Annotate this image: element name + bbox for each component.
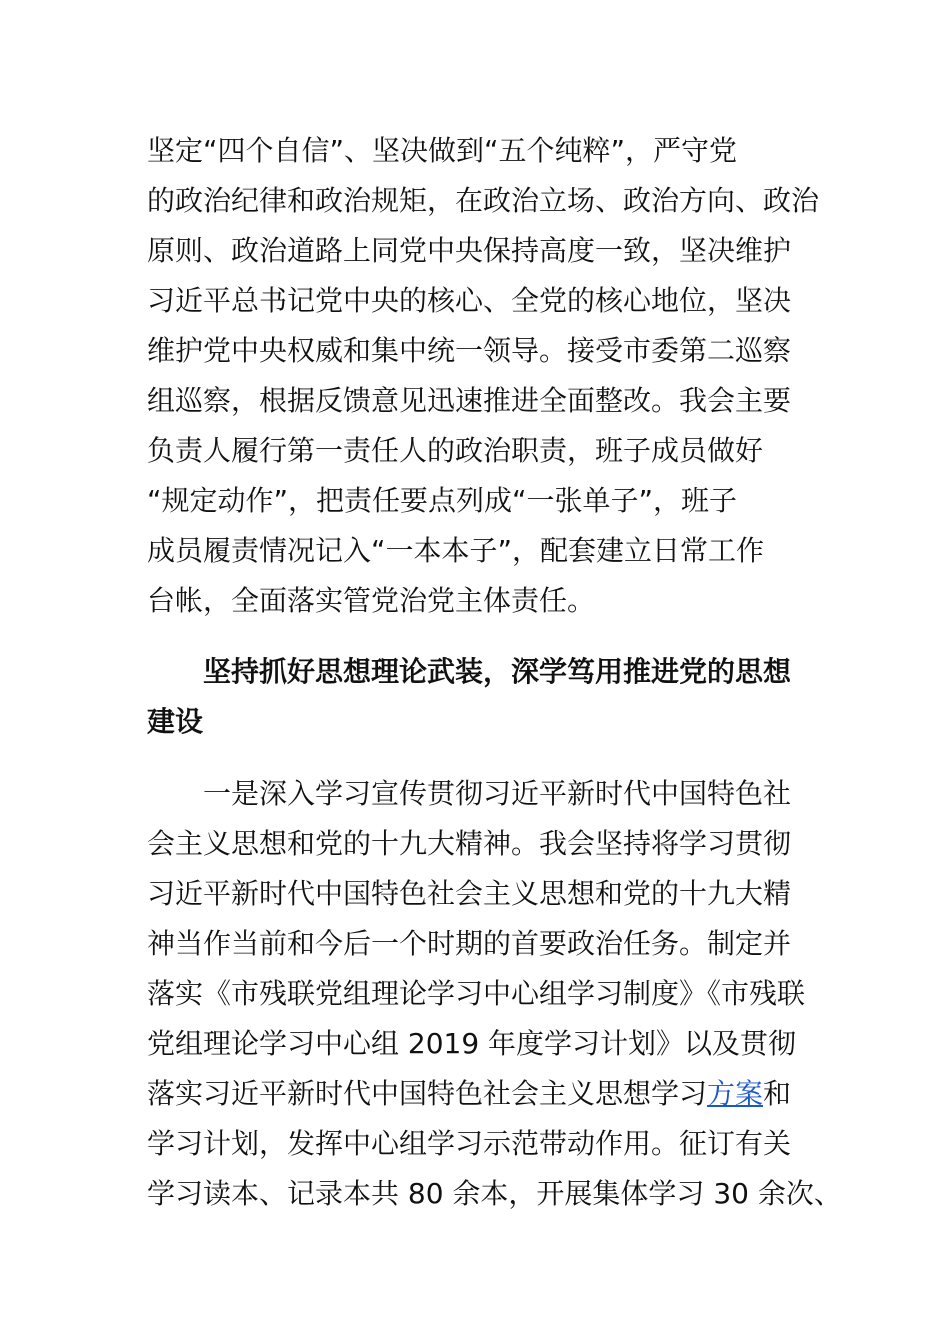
text-line: 习近平新时代中国特色社会主义思想和党的十九大精 [147, 877, 792, 910]
text-line: 会主义思想和党的十九大精神。我会坚持将学习贯彻 [147, 827, 792, 860]
text-line: 组巡察，根据反馈意见迅速推进全面整改。我会主要 [147, 384, 792, 417]
text-line: 学习计划，发挥中心组学习示范带动作用。征订有关 [147, 1127, 792, 1160]
text-line: 台帐，全面落实管党治党主体责任。 [147, 584, 596, 617]
text-line [147, 1076, 791, 1112]
text-segment: 和 [763, 1077, 792, 1110]
text-line: 习近平总书记党中央的核心、全党的核心地位，坚决 [147, 284, 792, 317]
text-line: 负责人履行第一责任人的政治职责，班子成员做好 [147, 434, 764, 467]
text-line: 一是深入学习宣传贯彻习近平新时代中国特色社 [203, 777, 792, 810]
text-line: 学习读本、记录本共 80 余本，开展集体学习 30 余次、 [147, 1177, 842, 1210]
text-line: 原则、政治道路上同党中央保持高度一致，坚决维护 [147, 234, 792, 267]
text-line: 维护党中央权威和集中统一领导。接受市委第二巡察 [147, 334, 792, 367]
text-segment: 落实习近平新时代中国特色社会主义思想学习 [147, 1077, 708, 1110]
plan-link[interactable]: 方案 [707, 1077, 764, 1110]
text-line: 落实《市残联党组理论学习中心组学习制度》《市残联 [147, 977, 806, 1010]
heading-line: 建设 [147, 705, 204, 738]
text-line: 坚定“四个自信”、坚决做到“五个纯粹”，严守党 [147, 134, 738, 167]
text-line: “规定动作”，把责任要点列成“一张单子”，班子 [147, 484, 738, 517]
text-line: 的政治纪律和政治规矩，在政治立场、政治方向、政治 [147, 184, 820, 217]
text-line: 党组理论学习中心组 2019 年度学习计划》以及贯彻 [147, 1027, 797, 1060]
text-line: 神当作当前和今后一个时期的首要政治任务。制定并 [147, 927, 792, 960]
heading-line: 坚持抓好思想理论武装，深学笃用推进党的思想 [203, 655, 792, 688]
text-line: 成员履责情况记入“一本本子”，配套建立日常工作 [147, 534, 765, 567]
